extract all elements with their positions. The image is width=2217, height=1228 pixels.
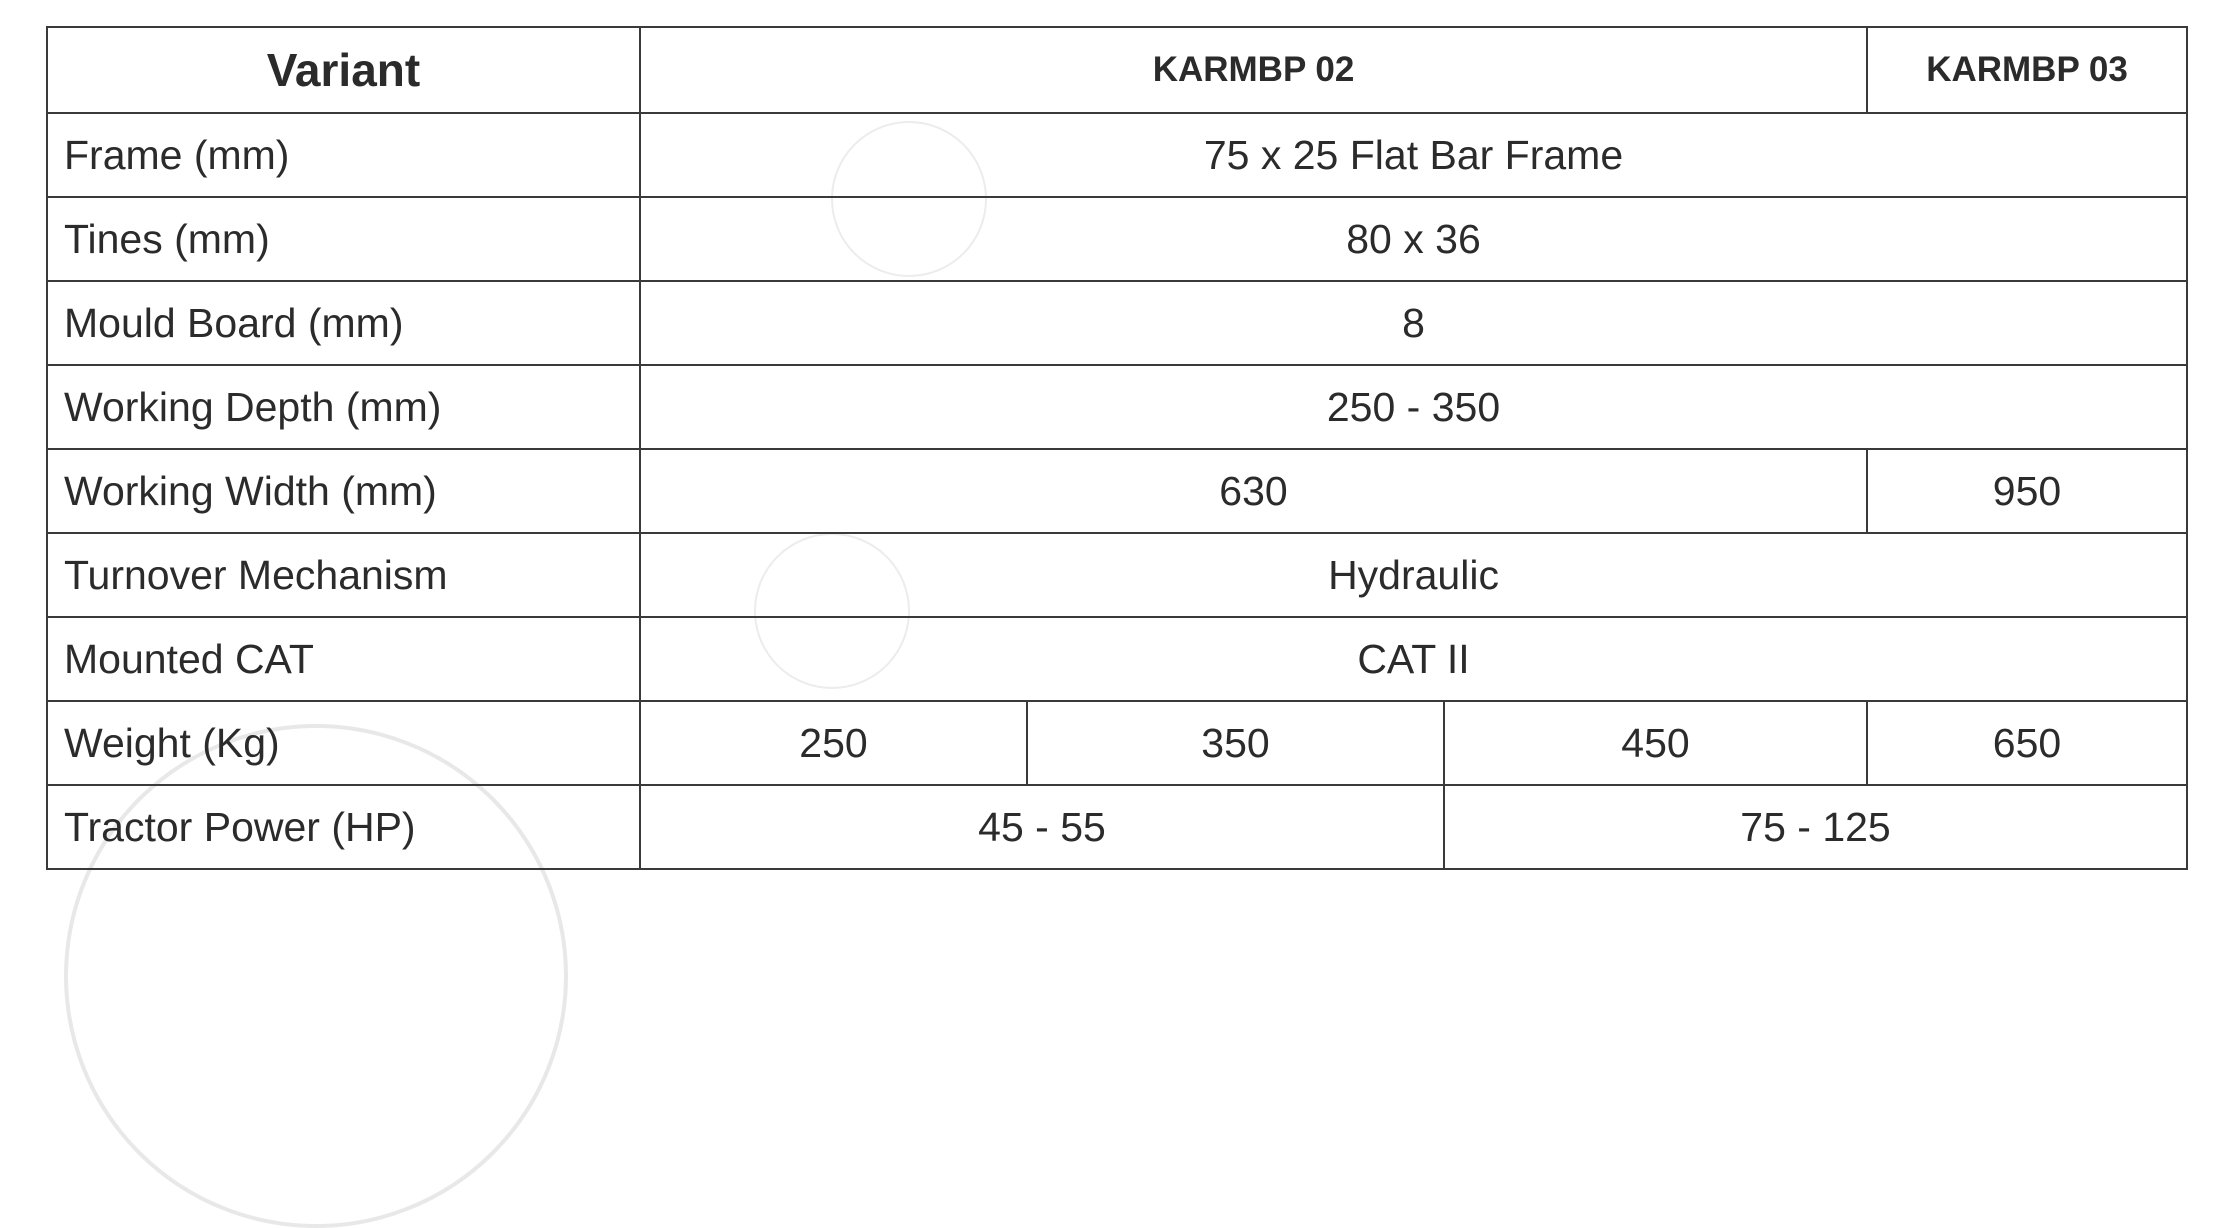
row-label: Mould Board (mm) <box>47 281 640 365</box>
row-label: Turnover Mechanism <box>47 533 640 617</box>
row-label: Working Width (mm) <box>47 449 640 533</box>
row-value: 75 - 125 <box>1444 785 2187 869</box>
row-value: 75 x 25 Flat Bar Frame <box>640 113 2187 197</box>
row-value: 45 - 55 <box>640 785 1444 869</box>
row-label: Working Depth (mm) <box>47 365 640 449</box>
table-row <box>47 785 2187 869</box>
table-row <box>47 365 2187 449</box>
table-row <box>47 701 2187 785</box>
specification-table <box>46 26 2188 870</box>
row-value: 250 <box>640 701 1027 785</box>
row-label: Tines (mm) <box>47 197 640 281</box>
header-model-karmbp-02: KARMBP 02 <box>640 27 1867 113</box>
row-value: 80 x 36 <box>640 197 2187 281</box>
row-value: 950 <box>1867 449 2187 533</box>
table-row <box>47 113 2187 197</box>
row-label: Frame (mm) <box>47 113 640 197</box>
row-value: 350 <box>1027 701 1444 785</box>
row-value: 8 <box>640 281 2187 365</box>
header-model-karmbp-03: KARMBP 03 <box>1867 27 2187 113</box>
row-value: CAT II <box>640 617 2187 701</box>
row-label: Tractor Power (HP) <box>47 785 640 869</box>
table-row <box>47 281 2187 365</box>
row-value: 450 <box>1444 701 1867 785</box>
row-label: Mounted CAT <box>47 617 640 701</box>
table-row <box>47 197 2187 281</box>
table-row <box>47 533 2187 617</box>
table-row <box>47 449 2187 533</box>
row-value: 630 <box>640 449 1867 533</box>
row-label: Weight (Kg) <box>47 701 640 785</box>
table-header-row <box>47 27 2187 113</box>
header-variant: Variant <box>47 27 640 113</box>
table-row <box>47 617 2187 701</box>
row-value: 250 - 350 <box>640 365 2187 449</box>
row-value: 650 <box>1867 701 2187 785</box>
row-value: Hydraulic <box>640 533 2187 617</box>
